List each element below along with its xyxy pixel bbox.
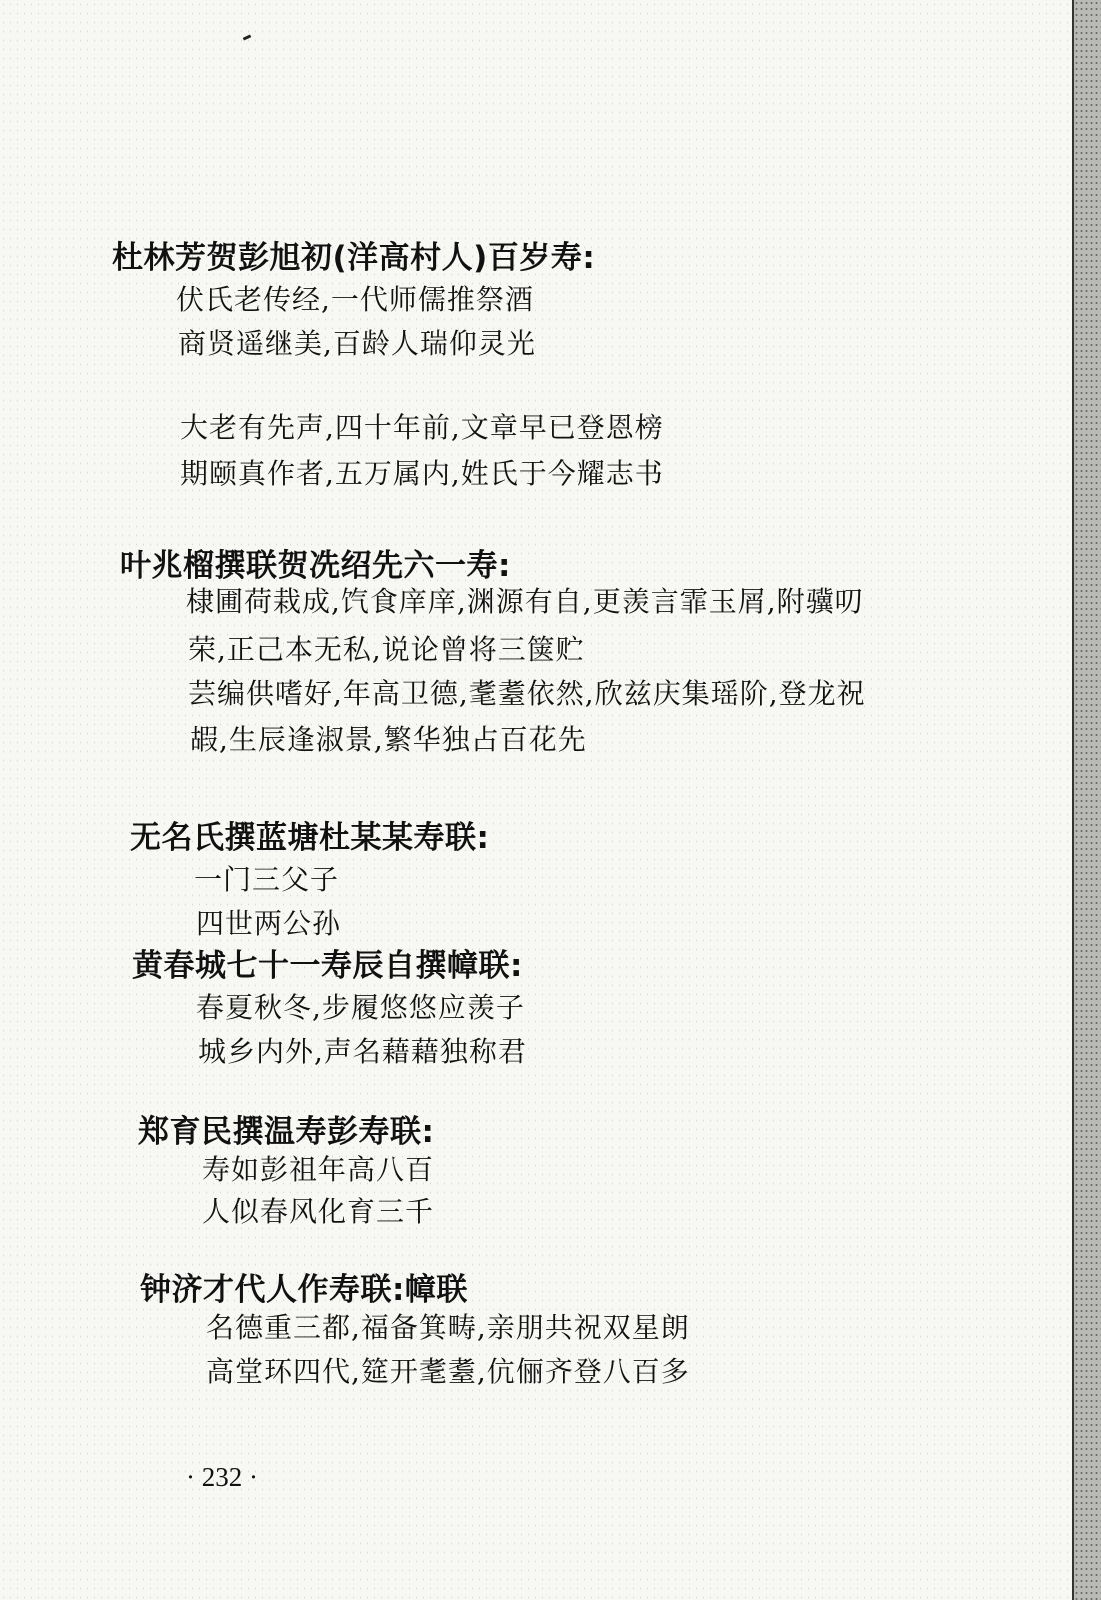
couplet-line: 寿如彭祖年高八百 [202, 1153, 435, 1186]
couplet-line: 期颐真作者,五万属内,姓氏于今耀志书 [180, 457, 664, 490]
section-heading: 叶兆榴撰联贺冼绍先六一寿: [120, 548, 511, 584]
couplet-line: 春夏秋冬,步履悠悠应羡子 [196, 991, 525, 1024]
couplet-line: 人似春风化育三千 [202, 1195, 435, 1228]
section-heading: 杜林芳贺彭旭初(洋高村人)百岁寿: [112, 240, 596, 276]
section-heading: 钟济才代人作寿联:幛联 [140, 1272, 468, 1308]
couplet-line: 名德重三都,福备箕畴,亲朋共祝双星朗 [206, 1311, 690, 1344]
couplet-line: 四世两公孙 [196, 907, 342, 940]
page-number: · 232 · [186, 1462, 258, 1492]
couplet-line: 一门三父子 [194, 863, 340, 896]
couplet-line: 城乡内外,声名藉藉独称君 [198, 1035, 527, 1068]
couplet-line: 大老有先声,四十年前,文章早已登恩榜 [180, 411, 664, 444]
couplet-line: 荣,正己本无私,说论曾将三箧贮 [188, 633, 585, 666]
couplet-line: 嘏,生辰逢淑景,繁华独占百花先 [190, 723, 587, 756]
couplet-line: 伏氏老传经,一代师儒推祭酒 [176, 283, 534, 316]
scanned-page-edge [1072, 0, 1101, 1600]
section-heading: 郑育民撰温寿彭寿联: [138, 1114, 435, 1150]
section-heading: 无名氏撰蓝塘杜某某寿联: [130, 820, 490, 856]
couplet-line: 商贤遥继美,百龄人瑞仰灵光 [178, 327, 536, 360]
ink-speck [243, 34, 252, 40]
couplet-line: 棣圃荷栽成,饩食庠庠,渊源有自,更羡言霏玉屑,附骥叨 [186, 585, 864, 618]
couplet-line: 芸编供嗜好,年高卫德,耄耋依然,欣兹庆集瑶阶,登龙祝 [188, 677, 866, 710]
section-heading: 黄春城七十一寿辰自撰幛联: [132, 948, 523, 984]
couplet-line: 高堂环四代,筵开耄耋,伉俪齐登八百多 [206, 1355, 690, 1388]
